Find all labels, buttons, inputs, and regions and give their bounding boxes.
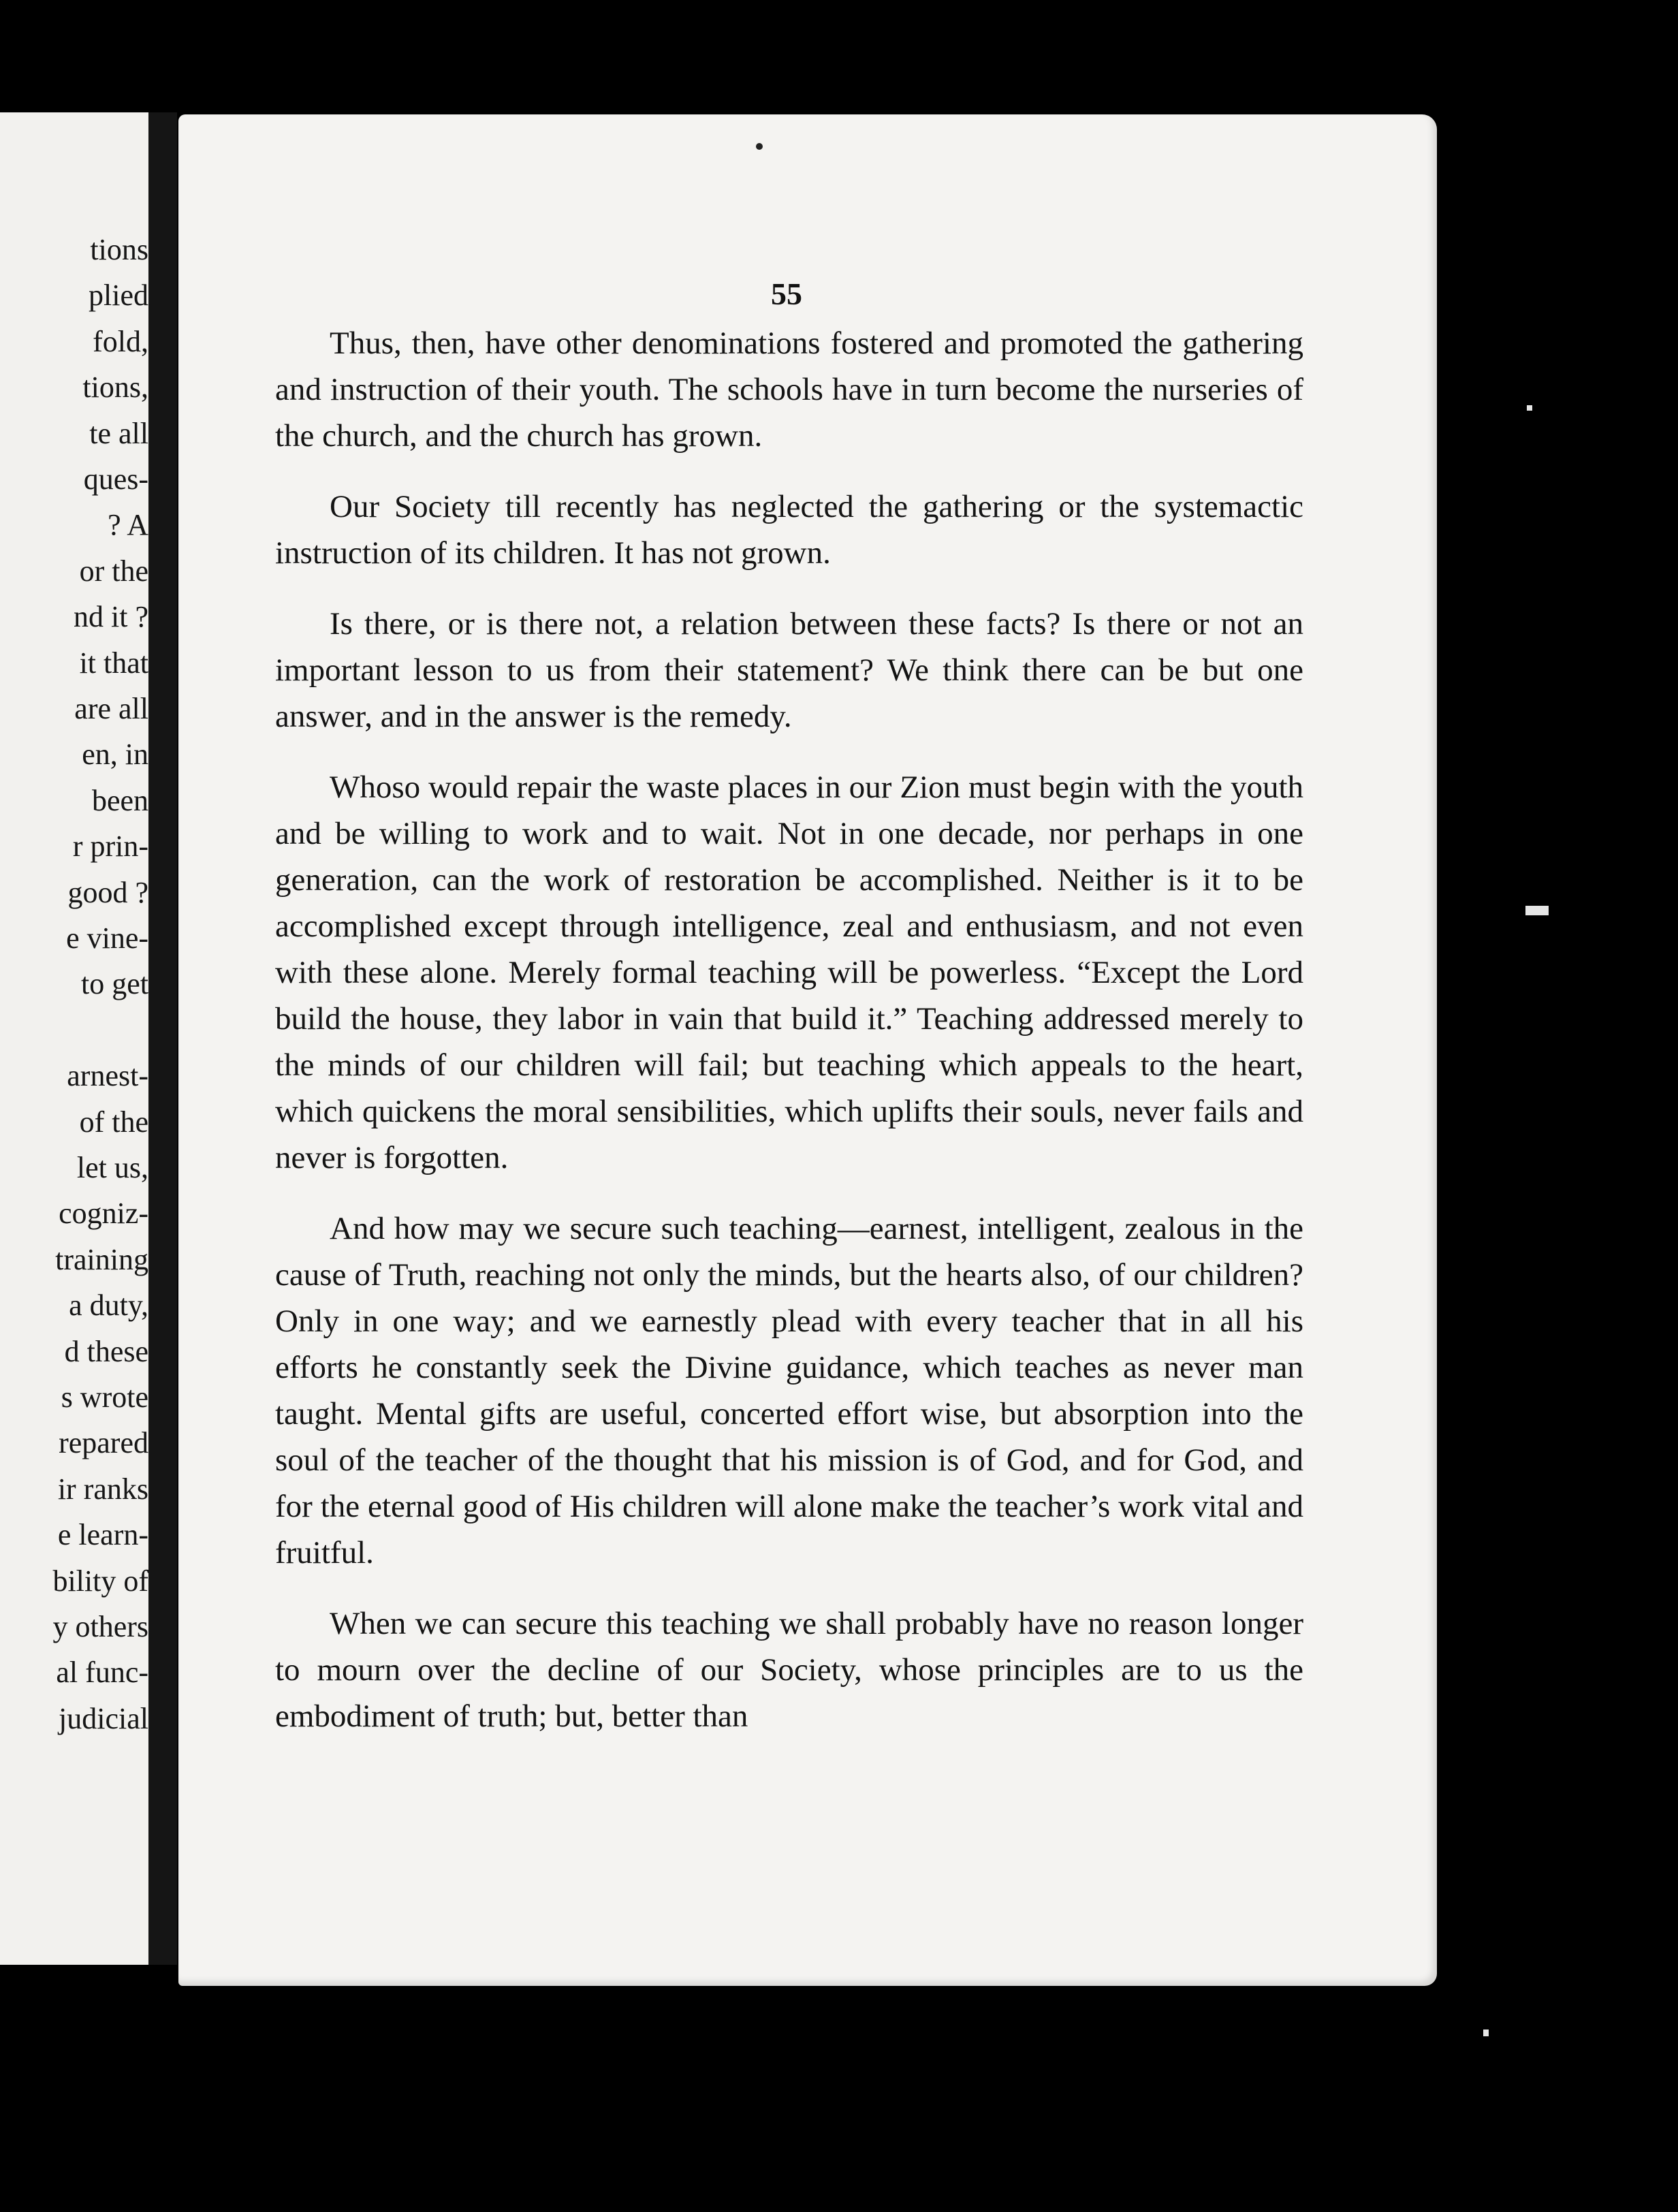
left-page-line: cogniz-: [59, 1197, 148, 1231]
left-page-line: it that: [79, 646, 148, 680]
left-page-line: fold,: [93, 324, 148, 358]
left-page-line: d these: [64, 1334, 148, 1368]
left-page-line: a duty,: [69, 1289, 148, 1323]
paragraph-1: Thus, then, have other denominations fostered and promoted the gathering and instruction of their youth. The schools have in turn become the nurseries of the church, and the church has grown.: [275, 326, 1303, 454]
scan-speck: [1527, 405, 1532, 411]
left-page-line: e learn-: [57, 1518, 148, 1552]
left-page-line: y others: [52, 1610, 148, 1643]
left-page-line: good ?: [67, 875, 148, 909]
ink-dot: [756, 143, 763, 150]
left-page-line: to get: [81, 967, 148, 1001]
left-page-line: been: [91, 783, 148, 817]
left-page-line: ques-: [83, 462, 148, 496]
left-page-line: training: [55, 1242, 148, 1276]
left-page-line: r prin-: [72, 830, 148, 864]
scan-speck: [1525, 906, 1549, 915]
left-page-line: tions: [90, 233, 148, 266]
left-page-line: repared: [59, 1426, 148, 1460]
paragraph-4: Whoso would repair the waste places in our Zion must begin with the youth and be willing to work and to wait. Not in one decade, nor perhaps in one generation, can the work of restoration be accomplished. Neither is it to be accomplished except through intelligence, zeal and enthusiasm, and not even with these alone. Merely formal teaching will be powerless. “Except the Lord build the house, they labor in vain that build it.” Teaching addressed merely to the minds of our children will fail; but teaching which appeals to the heart, which quickens the moral sensibilities, which uplifts their souls, never fails and never is forgotten.: [275, 770, 1303, 1175]
paragraph-6: When we can secure this teaching we shall probably have no reason longer to mourn over the decline of our Society, whose principles are to us the embodiment of truth; but, better than: [275, 1606, 1303, 1734]
left-page-line: te all: [89, 416, 148, 450]
left-page-line: e vine-: [66, 921, 148, 955]
left-page-line: ? A: [108, 508, 148, 542]
paragraph-2: Our Society till recently has neglected the gathering or the systemactic instruction of its children. It has not grown.: [275, 489, 1303, 571]
left-page-line: en, in: [82, 738, 148, 772]
left-page-line: ir ranks: [57, 1472, 148, 1506]
left-page-line: plied: [89, 279, 148, 313]
book-gutter: [148, 112, 177, 1965]
left-page-line: of the: [79, 1105, 148, 1139]
left-facing-page: [0, 112, 163, 1965]
page-body-text: [275, 320, 1303, 1764]
left-page-line: are all: [74, 692, 148, 725]
paragraph-3: Is there, or is there not, a relation between these facts? Is there or not an important lesson to us from their statement? We think there can be but one answer, and in the answer is the remedy.: [275, 606, 1303, 734]
left-page-line: s wrote: [61, 1380, 148, 1414]
left-page-line: let us,: [76, 1151, 148, 1184]
left-page-line: bility of: [52, 1564, 148, 1598]
page-number: 55: [771, 276, 802, 311]
left-page-line: or the: [79, 554, 148, 588]
left-page-line: nd it ?: [74, 600, 148, 634]
left-page-line: tions,: [82, 370, 148, 405]
paragraph-5: And how may we secure such teaching—earnest, intelligent, zealous in the cause of Truth, reaching not only the minds, but the hearts also, of our children? Only in one way; and we earnestly plead with every teacher that in all his efforts he constantly seek the Divine guidance, which teaches as never man taught. Mental gifts are useful, concerted effort wise, but absorption into the soul of the teacher of the thought that his mission is of God, and for God, and for the eternal good of His children will alone make the teacher’s work vital and fruitful.: [275, 1211, 1303, 1570]
left-page-line: arnest-: [67, 1059, 148, 1093]
left-page-line: al func-: [56, 1656, 148, 1690]
scan-speck: [1483, 2029, 1489, 2036]
left-page-line: judicial: [59, 1701, 148, 1735]
